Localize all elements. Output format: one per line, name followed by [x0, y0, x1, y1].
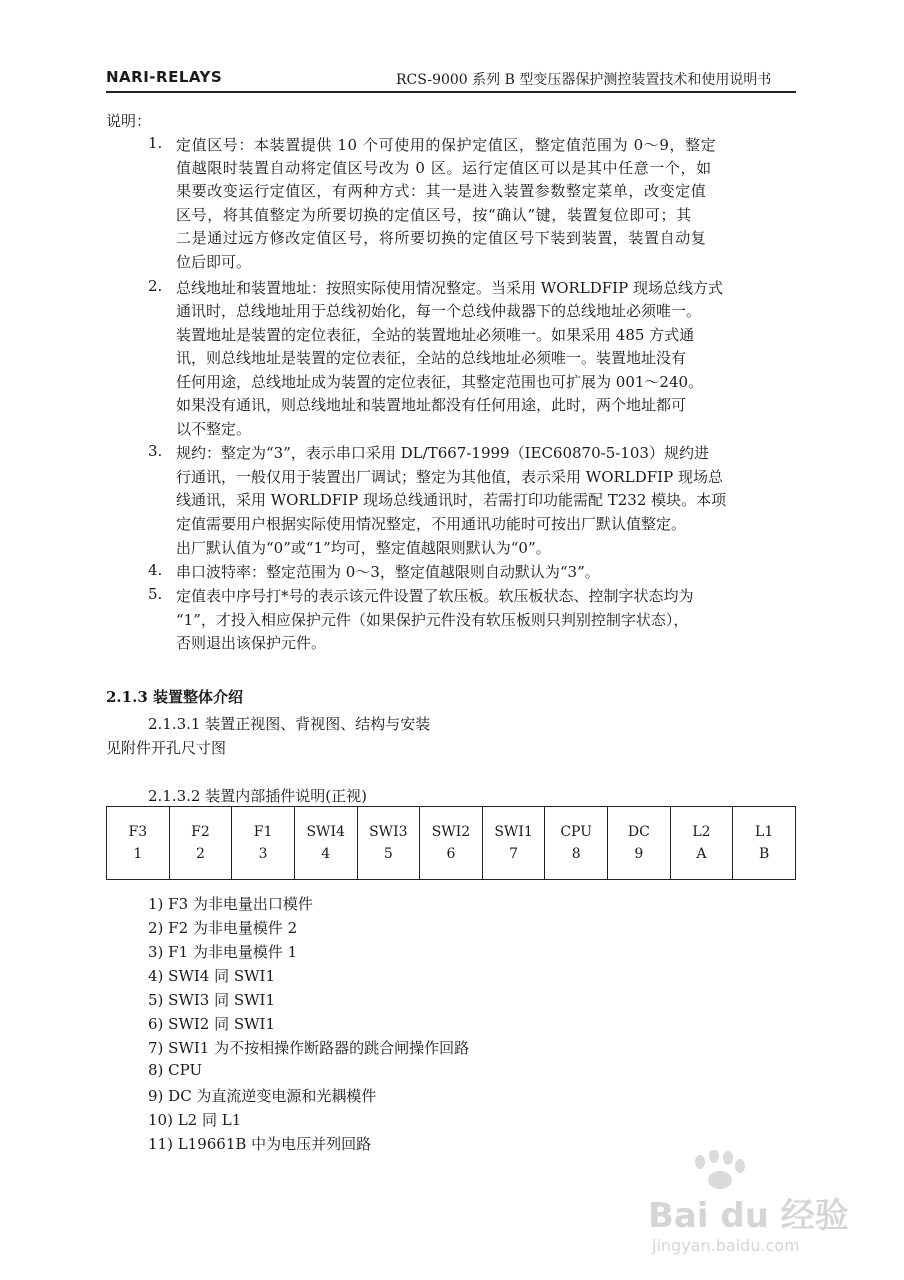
module-item: 8) CPU — [148, 1061, 203, 1079]
note-number: 2. — [148, 277, 163, 295]
note-line: “1”，才投入相应保护元件（如果保护元件没有软压板则只判别控制字状态）， — [176, 611, 689, 629]
slot-name: F1 — [253, 824, 273, 840]
slot-position: 9 — [634, 846, 644, 862]
note-line: 如果没有通讯，则总线地址和装置地址都没有任何用途，此时，两个地址都可 — [176, 396, 687, 414]
note-line: 否则退出该保护元件。 — [176, 634, 327, 652]
document-title: RCS-9000 系列 B 型变压器保护测控装置技术和使用说明书 — [396, 72, 772, 88]
module-item: 9) DC 为直流逆变电源和光耦模件 — [148, 1087, 377, 1105]
note-line: 通讯时，总线地址用于总线初始化，每一个总线仲裁器下的总线地址必须唯一。 — [176, 302, 702, 320]
slot-cell — [420, 807, 483, 880]
note-line: 值越限时装置自动将定值区号改为 0 区。运行定值区可以是其中任意一个，如 — [176, 159, 712, 177]
brand-logo-text: NARI-RELAYS — [106, 68, 223, 86]
note-line: 装置地址是装置的定位表征，全站的装置地址必须唯一。如果采用 485 方式通 — [176, 326, 695, 344]
module-item: 5) SWI3 同 SWI1 — [148, 991, 276, 1009]
slot-cell — [670, 807, 733, 880]
module-item: 1) F3 为非电量出口模件 — [148, 895, 313, 913]
slot-cell — [357, 807, 420, 880]
note-line: 规约：整定为“3”，表示串口采用 DL/T667-1999（IEC60870-5-103）规约进 — [176, 444, 709, 462]
slot-cell — [107, 807, 170, 880]
note-line: 定值表中序号打*号的表示该元件设置了软压板。软压板状态、控制字状态均为 — [176, 587, 694, 605]
slot-position: 5 — [383, 846, 393, 862]
header-rule — [106, 91, 796, 93]
slot-cell — [294, 807, 357, 880]
note-line: 位后即可。 — [176, 253, 252, 271]
baidu-watermark — [648, 1150, 849, 1260]
subsection-text: 见附件开孔尺寸图 — [106, 739, 227, 757]
paw-icon — [686, 1150, 756, 1190]
slot-cell — [545, 807, 608, 880]
note-number: 4. — [148, 561, 163, 579]
slot-position: 1 — [133, 846, 143, 862]
watermark-url: jingyan.baidu.com — [652, 1236, 800, 1255]
note-line: 线通讯，采用 WORLDFIP 现场总线通讯时，若需打印功能需配 T232 模块。本项 — [176, 491, 727, 509]
slot-position: 6 — [446, 846, 456, 862]
note-line: 二是通过远方修改定值区号，将所要切换的定值区号下装到装置，装置自动复 — [176, 229, 707, 247]
slot-cell — [232, 807, 295, 880]
slot-cell — [608, 807, 671, 880]
module-item: 4) SWI4 同 SWI1 — [148, 967, 276, 985]
slot-name: F3 — [128, 824, 148, 840]
note-line: 定值需要用户根据实际使用情况整定，不用通讯功能时可按出厂默认值整定。 — [176, 515, 687, 533]
slot-position: B — [758, 846, 770, 862]
slot-position: 7 — [509, 846, 519, 862]
module-item: 6) SWI2 同 SWI1 — [148, 1015, 276, 1033]
note-line: 定值区号：本装置提供 10 个可使用的保护定值区，整定值范围为 0～9，整定 — [176, 136, 717, 154]
slot-cell — [169, 807, 232, 880]
module-item: 3) F1 为非电量模件 1 — [148, 943, 298, 961]
note-line: 总线地址和装置地址：按照实际使用情况整定。当采用 WORLDFIP 现场总线方式 — [176, 279, 723, 297]
slot-name: DC — [627, 824, 650, 840]
module-item: 11) L19661B 中为电压并列回路 — [148, 1135, 372, 1153]
slot-position: A — [696, 846, 707, 862]
slot-position: 8 — [571, 846, 581, 862]
section-heading: 2.1.3 装置整体介绍 — [106, 688, 243, 706]
subsection-heading: 2.1.3.2 装置内部插件说明(正视) — [148, 787, 367, 805]
slot-name: CPU — [560, 824, 593, 840]
module-item: 7) SWI1 为不按相操作断路器的跳合闸操作回路 — [148, 1039, 470, 1057]
note-number: 5. — [148, 585, 163, 603]
module-item: 2) F2 为非电量模件 2 — [148, 919, 298, 937]
note-number: 1. — [148, 134, 163, 152]
slot-cell — [733, 807, 796, 880]
subsection-heading: 2.1.3.1 装置正视图、背视图、结构与安装 — [148, 715, 431, 733]
slot-name: L2 — [692, 824, 711, 840]
module-slot-table — [106, 806, 796, 880]
note-line: 果要改变运行定值区，有两种方式：其一是进入装置参数整定菜单，改变定值 — [176, 182, 707, 200]
note-line: 任何用途，总线地址成为装置的定位表征，其整定范围也可扩展为 001～240。 — [176, 373, 704, 391]
slot-name: SWI3 — [369, 824, 408, 840]
note-line: 讯，则总线地址是装置的定位表征，全站的总线地址必须唯一。装置地址没有 — [176, 349, 687, 367]
notes-heading: 说明： — [106, 112, 152, 130]
slot-cell — [482, 807, 545, 880]
slot-name: SWI2 — [431, 824, 471, 840]
slot-name: SWI4 — [306, 824, 345, 840]
note-line: 行通讯，一般仅用于装置出厂调试；整定为其他值，表示采用 WORLDFIP 现场总 — [176, 468, 723, 486]
module-item: 10) L2 同 L1 — [148, 1111, 242, 1129]
slot-name: F2 — [191, 824, 210, 840]
slot-position: 4 — [321, 846, 331, 862]
slot-position: 2 — [195, 846, 205, 862]
note-number: 3. — [148, 442, 163, 460]
note-line: 区号，将其值整定为所要切换的定值区号，按“确认”键，装置复位即可；其 — [176, 206, 692, 224]
slot-position: 3 — [258, 846, 268, 862]
slot-name: SWI1 — [494, 824, 533, 840]
slot-name: L1 — [755, 824, 774, 840]
note-line: 串口波特率：整定范围为 0～3，整定值越限则自动默认为“3”。 — [176, 563, 600, 581]
note-line: 出厂默认值为“0”或“1”均可，整定值越限则默认为“0”。 — [176, 539, 551, 557]
note-line: 以不整定。 — [176, 420, 252, 438]
watermark-logo-text: Bai du 经验 — [648, 1196, 849, 1236]
